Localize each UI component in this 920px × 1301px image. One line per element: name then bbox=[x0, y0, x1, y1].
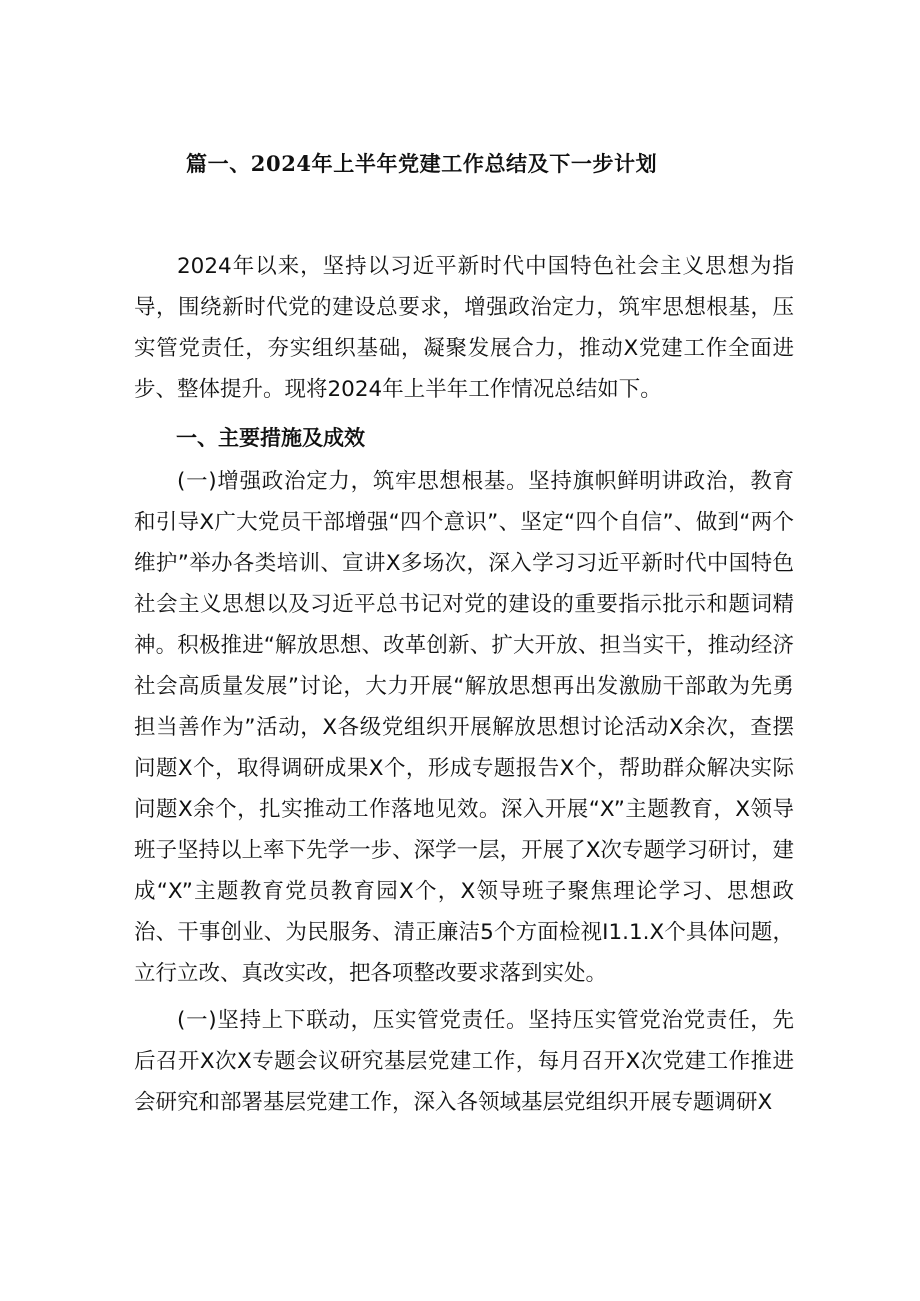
section-heading: 一、主要措施及成效 bbox=[176, 426, 365, 450]
body-paragraph-political: (一)增强政治定力，筑牢思想根基。坚持旗帜鲜明讲政治，教育和引导X广大党员干部增强“四个意识”、坚定“四个自信”、做到“两个维护”举办各类培训、宣讲X多场次，深入学习习近平新时代中国特色社会主义思想以及习近平总书记对党的建设的重要指示批示和题词精神。积极推进“解放思想、改革创新、扩大开放、担当实干，推动经济社会高质量发展”讨论，大力开展“解放思想再出发激励干部敢为先勇担当善作为”活动，X各级党组织开展解放思想讨论活动X余次，查摆问题X个，取得调研成果X个，形成专题报告X个，帮助群众解决实际问题X余个，扎实推动工作落地见效。深入开展“X”主题教育，X领导班子坚持以上率下先学一步、深学一层，开展了X次专题学习研讨，建成“X”主题教育党员教育园X个，X领导班子聚焦理论学习、思想政治、干事创业、为民服务、清正廉洁5个方面检视I1.1.X个具体问题，立行立改、真改实改，把各项整改要求落到实处。 bbox=[134, 469, 794, 986]
document-title: 篇一、2024年上半年党建工作总结及下一步计划 bbox=[186, 151, 658, 176]
body-paragraph-responsibility: (一)坚持上下联动，压实管党责任。坚持压实管党治党责任，先后召开X次X专题会议研究基层党建工作，每月召开X次党建工作推进会研究和部署基层党建工作，深入各领域基层党组织开展专题调研X bbox=[134, 1008, 794, 1115]
intro-paragraph: 2024年以来，坚持以习近平新时代中国特色社会主义思想为指导，围绕新时代党的建设总要求，增强政治定力，筑牢思想根基，压实管党责任，夯实组织基础，凝聚发展合力，推动X党建工作全面进步、整体提升。现将2024年上半年工作情况总结如下。 bbox=[134, 254, 794, 402]
